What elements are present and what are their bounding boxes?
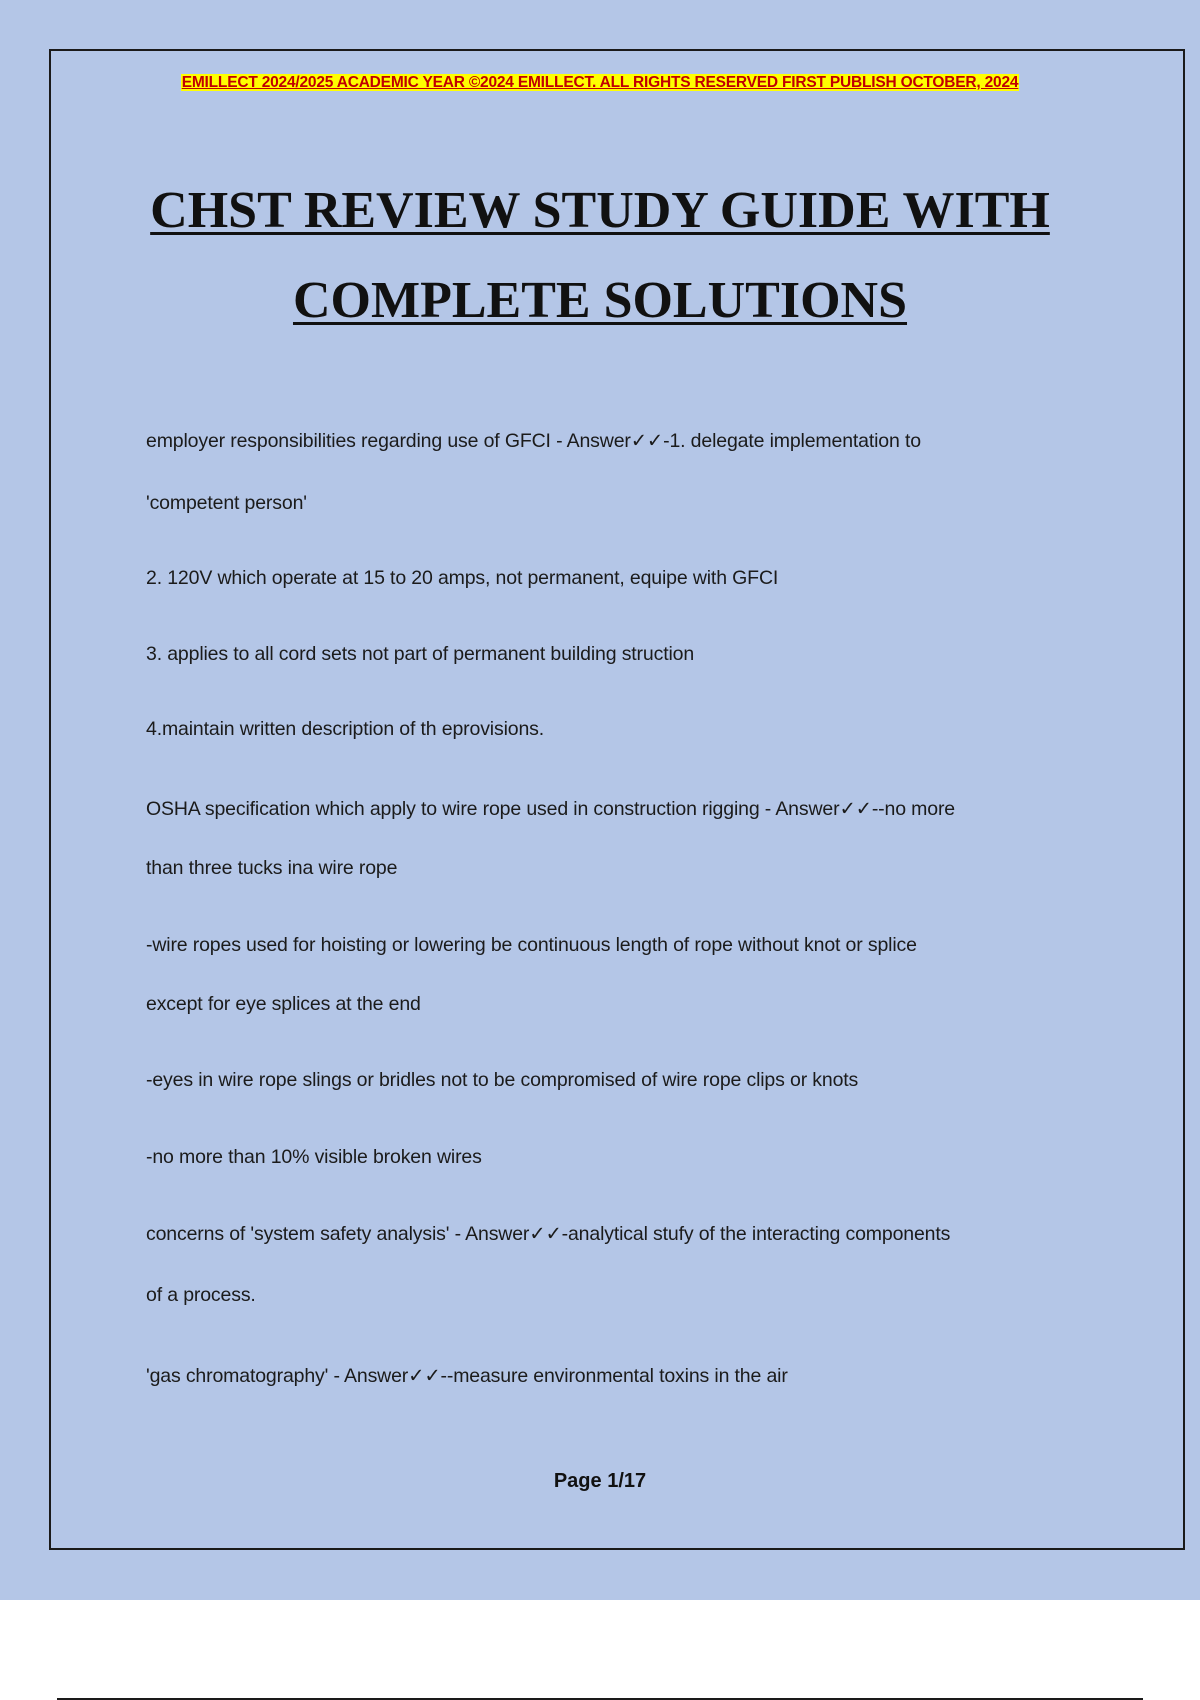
body-line: -no more than 10% visible broken wires — [146, 1146, 482, 1168]
body-line: 'gas chromatography' - Answer✓✓--measure environmental toxins in the air — [146, 1365, 788, 1387]
title-line-2: COMPLETE SOLUTIONS — [292, 272, 908, 329]
body-line: employer responsibilities regarding use of GFCI - Answer✓✓-1. delegate implementation to — [146, 430, 921, 452]
body-line: -wire ropes used for hoisting or lowering be continuous length of rope without knot or splice — [146, 934, 917, 956]
body-line: 4.maintain written description of th eprovisions. — [146, 718, 545, 740]
copyright-banner — [0, 74, 1200, 92]
body-line: -eyes in wire rope slings or bridles not to be compromised of wire rope clips or knots — [146, 1069, 859, 1091]
page-number: Page 1/17 — [553, 1470, 647, 1492]
body-line: of a process. — [146, 1284, 256, 1306]
body-line: except for eye splices at the end — [146, 993, 421, 1015]
body-line: than three tucks ina wire rope — [146, 857, 398, 879]
document-title — [0, 166, 1200, 346]
body-line: concerns of 'system safety analysis' - Answer✓✓-analytical stufy of the interacting components — [146, 1223, 951, 1245]
copyright-banner-text: EMILLECT 2024/2025 ACADEMIC YEAR ©2024 EMILLECT. ALL RIGHTS RESERVED FIRST PUBLISH OCTOBER, 2024 — [181, 74, 1019, 91]
body-line: 2. 120V which operate at 15 to 20 amps, not permanent, equipe with GFCI — [146, 567, 779, 589]
body-line: 3. applies to all cord sets not part of permanent building struction — [146, 643, 695, 665]
body-line: OSHA specification which apply to wire rope used in construction rigging - Answer✓✓--no more — [146, 798, 955, 820]
title-line-1: CHST REVIEW STUDY GUIDE WITH — [150, 182, 1050, 239]
body-line: 'competent person' — [146, 492, 307, 514]
